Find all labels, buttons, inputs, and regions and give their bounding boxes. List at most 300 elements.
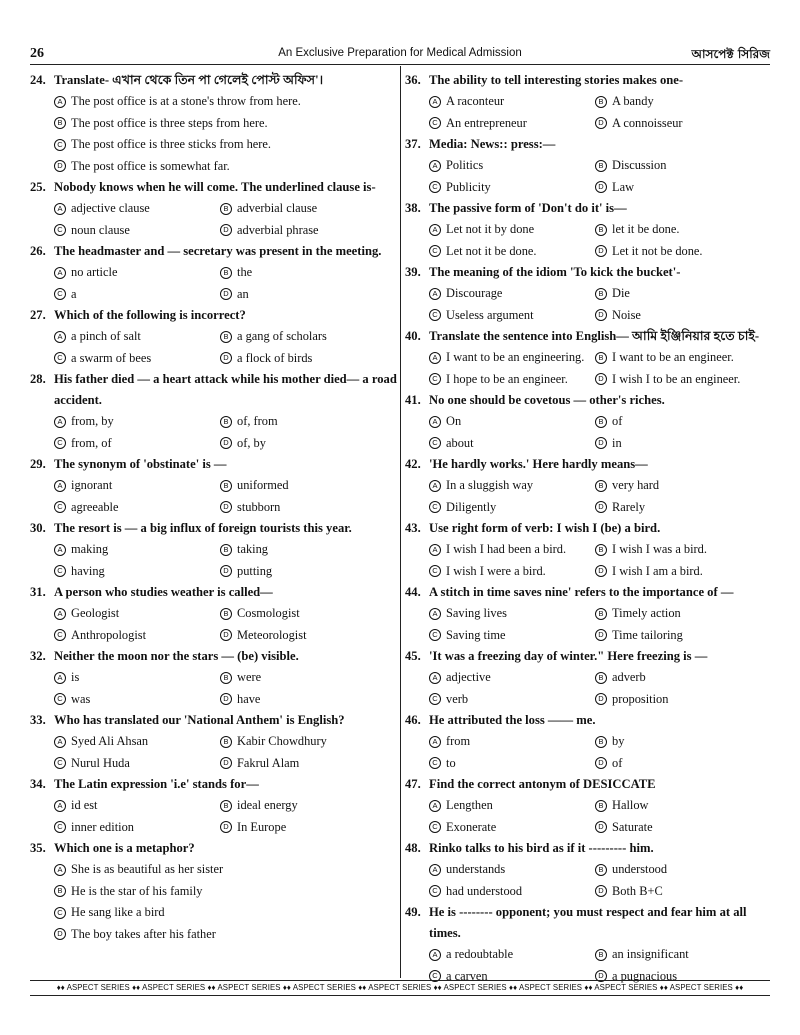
left-column bbox=[30, 70, 400, 945]
option-text: I wish I were a bird. bbox=[446, 563, 546, 578]
question-stem bbox=[30, 305, 400, 326]
question-stem bbox=[30, 369, 400, 411]
option-text: Rarely bbox=[612, 499, 646, 514]
option-text: He sang like a bird bbox=[71, 905, 165, 919]
option-text: She is as beautiful as her sister bbox=[71, 862, 224, 876]
option-marker: C bbox=[54, 757, 66, 769]
question-number: 37. bbox=[405, 137, 421, 151]
answer-option bbox=[595, 859, 775, 881]
question-stem bbox=[30, 646, 400, 667]
option-text: is bbox=[71, 670, 80, 684]
option-marker: A bbox=[429, 224, 441, 236]
option-text: Let not it by done bbox=[446, 222, 535, 236]
option-marker: A bbox=[429, 800, 441, 812]
options-list bbox=[429, 219, 775, 262]
option-text: I wish I am a bird. bbox=[612, 563, 703, 578]
option-text: by bbox=[612, 734, 625, 748]
option-marker: B bbox=[595, 736, 607, 748]
options-list bbox=[429, 859, 775, 902]
option-text: Useless argument bbox=[446, 307, 534, 322]
options-list bbox=[54, 198, 400, 241]
answer-option bbox=[595, 475, 775, 497]
option-text: id est bbox=[71, 798, 98, 812]
option-text: a pugnacious bbox=[612, 968, 678, 983]
question-text: Nobody knows when he will come. The underlined clause is- bbox=[54, 180, 376, 194]
option-marker: B bbox=[220, 267, 232, 279]
options-list bbox=[429, 91, 775, 134]
option-text: Syed Ali Ahsan bbox=[71, 734, 149, 748]
answer-option bbox=[429, 411, 595, 433]
option-text: I wish I was a bird. bbox=[612, 542, 707, 556]
option-marker: D bbox=[595, 821, 607, 833]
option-text: Fakrul Alam bbox=[237, 755, 300, 770]
option-marker: C bbox=[54, 501, 66, 513]
question-text: He is -------- opponent; you must respect and fear him at all times. bbox=[429, 905, 747, 940]
option-text: was bbox=[71, 691, 91, 706]
answer-option bbox=[595, 177, 775, 199]
option-text: from, of bbox=[71, 435, 112, 450]
answer-option bbox=[595, 817, 775, 839]
option-text: Lengthen bbox=[446, 798, 493, 812]
option-text: Saving time bbox=[446, 627, 506, 642]
question-number: 34. bbox=[30, 777, 46, 791]
answer-option bbox=[220, 795, 400, 817]
option-marker: B bbox=[220, 203, 232, 215]
option-text: understood bbox=[612, 862, 668, 876]
question-number: 32. bbox=[30, 649, 46, 663]
option-marker: B bbox=[595, 416, 607, 428]
answer-option bbox=[54, 753, 220, 775]
option-text: Law bbox=[612, 179, 635, 194]
question-text: He attributed the loss —— me. bbox=[429, 713, 596, 727]
option-text: Meteorologist bbox=[237, 627, 307, 642]
option-marker: C bbox=[429, 629, 441, 641]
option-text: understands bbox=[446, 862, 506, 876]
answer-option bbox=[220, 262, 400, 284]
question bbox=[30, 454, 400, 518]
option-text: ideal energy bbox=[237, 798, 298, 812]
option-text: Discourage bbox=[446, 286, 503, 300]
question-stem bbox=[30, 582, 400, 603]
question-text: Translate- এখান থেকে তিন পা গেলেই পোস্ট অফিস'। bbox=[54, 73, 324, 87]
option-text: had understood bbox=[446, 883, 523, 898]
question-number: 40. bbox=[405, 329, 421, 343]
option-text: The post office is three steps from here. bbox=[71, 115, 268, 130]
question-text: His father died — a heart attack while his mother died— a road accident. bbox=[54, 372, 397, 407]
question bbox=[405, 582, 775, 646]
option-text: Both B+C bbox=[612, 883, 663, 898]
question-number: 45. bbox=[405, 649, 421, 663]
option-marker: B bbox=[220, 672, 232, 684]
option-text: The boy takes after his father bbox=[71, 926, 216, 941]
option-text: I want to be an engineer. bbox=[612, 350, 734, 364]
question-text: A person who studies weather is called— bbox=[54, 585, 273, 599]
answer-option bbox=[595, 753, 775, 775]
answer-option bbox=[595, 689, 775, 711]
options-list bbox=[54, 539, 400, 582]
option-marker: B bbox=[595, 288, 607, 300]
options-list bbox=[54, 667, 400, 710]
option-marker: A bbox=[54, 672, 66, 684]
option-marker: A bbox=[54, 96, 66, 108]
answer-option bbox=[429, 561, 595, 583]
question-stem bbox=[405, 70, 775, 91]
question-text: The resort is — a big influx of foreign tourists this year. bbox=[54, 521, 352, 535]
option-text: inner edition bbox=[71, 819, 134, 834]
page-header bbox=[30, 46, 770, 65]
option-text: A bandy bbox=[612, 94, 654, 108]
question-number: 29. bbox=[30, 457, 46, 471]
question-number: 28. bbox=[30, 372, 46, 386]
option-marker: B bbox=[595, 224, 607, 236]
option-marker: C bbox=[54, 139, 66, 151]
answer-option bbox=[429, 91, 595, 113]
answer-option bbox=[429, 753, 595, 775]
option-text: let it be done. bbox=[612, 222, 680, 236]
answer-option bbox=[54, 198, 220, 220]
question-number: 31. bbox=[30, 585, 46, 599]
option-marker: A bbox=[54, 800, 66, 812]
question-number: 48. bbox=[405, 841, 421, 855]
header-title: An Exclusive Preparation for Medical Admission bbox=[278, 47, 522, 59]
question bbox=[30, 369, 400, 454]
option-marker: C bbox=[54, 629, 66, 641]
answer-option bbox=[54, 156, 400, 178]
option-marker: B bbox=[220, 480, 232, 492]
option-text: Publicity bbox=[446, 179, 491, 194]
option-text: Discussion bbox=[612, 158, 667, 172]
option-marker: D bbox=[595, 693, 607, 705]
options-list bbox=[429, 667, 775, 710]
question-number: 44. bbox=[405, 585, 421, 599]
option-marker: A bbox=[429, 608, 441, 620]
answer-option bbox=[595, 241, 775, 263]
question-text: 'It was a freezing day of winter." Here freezing is — bbox=[429, 649, 708, 663]
answer-option bbox=[54, 539, 220, 561]
question-text: Translate the sentence into English— আমি ইঞ্জিনিয়ার হতে চাই- bbox=[429, 329, 760, 343]
option-text: The post office is at a stone's throw from here. bbox=[71, 94, 301, 108]
option-text: Nurul Huda bbox=[71, 755, 130, 770]
option-marker: A bbox=[429, 96, 441, 108]
answer-option bbox=[595, 625, 775, 647]
question-number: 43. bbox=[405, 521, 421, 535]
option-text: were bbox=[237, 670, 262, 684]
option-marker: B bbox=[220, 544, 232, 556]
question-number: 35. bbox=[30, 841, 46, 855]
option-text: uniformed bbox=[237, 478, 289, 492]
answer-option bbox=[429, 369, 595, 391]
option-text: Anthropologist bbox=[71, 627, 147, 642]
question bbox=[30, 177, 400, 241]
answer-option bbox=[595, 881, 775, 903]
question-text: 'He hardly works.' Here hardly means— bbox=[429, 457, 648, 471]
option-marker: C bbox=[54, 565, 66, 577]
answer-option bbox=[54, 433, 220, 455]
answer-option bbox=[429, 177, 595, 199]
answer-option bbox=[429, 667, 595, 689]
options-list bbox=[429, 155, 775, 198]
answer-option bbox=[54, 689, 220, 711]
question-number: 33. bbox=[30, 713, 46, 727]
option-text: Exonerate bbox=[446, 819, 497, 834]
question-number: 42. bbox=[405, 457, 421, 471]
option-text: Noise bbox=[612, 307, 641, 322]
answer-option bbox=[54, 284, 220, 306]
question bbox=[30, 518, 400, 582]
answer-option bbox=[429, 625, 595, 647]
answer-option bbox=[595, 369, 775, 391]
option-marker: A bbox=[429, 864, 441, 876]
question bbox=[405, 710, 775, 774]
answer-option bbox=[220, 539, 400, 561]
question bbox=[405, 646, 775, 710]
option-text: adjective bbox=[446, 670, 491, 684]
option-marker: C bbox=[429, 309, 441, 321]
question bbox=[405, 774, 775, 838]
option-marker: A bbox=[429, 416, 441, 428]
question bbox=[405, 838, 775, 902]
answer-option bbox=[54, 348, 220, 370]
option-marker: D bbox=[595, 245, 607, 257]
option-marker: D bbox=[220, 352, 232, 364]
question-text: The ability to tell interesting stories makes one- bbox=[429, 73, 684, 87]
option-text: of, from bbox=[237, 414, 278, 428]
question-number: 36. bbox=[405, 73, 421, 87]
question-number: 41. bbox=[405, 393, 421, 407]
option-text: Politics bbox=[446, 158, 484, 172]
answer-option bbox=[54, 561, 220, 583]
answer-option bbox=[429, 497, 595, 519]
question-number: 24. bbox=[30, 73, 46, 87]
option-marker: C bbox=[54, 821, 66, 833]
option-marker: A bbox=[54, 267, 66, 279]
option-text: an insignificant bbox=[612, 947, 689, 961]
option-marker: B bbox=[595, 672, 607, 684]
question-stem bbox=[405, 262, 775, 283]
answer-option bbox=[220, 198, 400, 220]
answer-option bbox=[54, 134, 400, 156]
answer-option bbox=[220, 348, 400, 370]
option-marker: C bbox=[429, 885, 441, 897]
answer-option bbox=[595, 283, 775, 305]
option-text: I wish I to be an engineer. bbox=[612, 371, 741, 386]
answer-option bbox=[429, 881, 595, 903]
option-text: Kabir Chowdhury bbox=[237, 734, 327, 748]
option-marker: B bbox=[595, 864, 607, 876]
options-list bbox=[429, 411, 775, 454]
option-text: A raconteur bbox=[446, 94, 505, 108]
question-number: 38. bbox=[405, 201, 421, 215]
answer-option bbox=[54, 497, 220, 519]
question-number: 39. bbox=[405, 265, 421, 279]
answer-option bbox=[595, 497, 775, 519]
option-marker: D bbox=[595, 309, 607, 321]
answer-option bbox=[595, 667, 775, 689]
answer-option bbox=[220, 497, 400, 519]
option-marker: B bbox=[595, 544, 607, 556]
question bbox=[405, 70, 775, 134]
answer-option bbox=[220, 753, 400, 775]
question-stem bbox=[405, 902, 775, 944]
question-number: 47. bbox=[405, 777, 421, 791]
options-list bbox=[429, 539, 775, 582]
option-marker: B bbox=[595, 480, 607, 492]
answer-option bbox=[595, 91, 775, 113]
options-list bbox=[429, 475, 775, 518]
question-stem bbox=[30, 710, 400, 731]
option-marker: A bbox=[54, 864, 66, 876]
answer-option bbox=[220, 731, 400, 753]
answer-option bbox=[220, 561, 400, 583]
question-stem bbox=[405, 326, 775, 347]
question-stem bbox=[30, 774, 400, 795]
option-marker: A bbox=[54, 480, 66, 492]
option-text: Die bbox=[612, 286, 630, 300]
answer-option bbox=[54, 667, 220, 689]
answer-option bbox=[54, 475, 220, 497]
option-text: making bbox=[71, 542, 109, 556]
answer-option bbox=[54, 625, 220, 647]
answer-option bbox=[429, 113, 595, 135]
answer-option bbox=[220, 625, 400, 647]
option-text: very hard bbox=[612, 478, 660, 492]
option-marker: A bbox=[54, 416, 66, 428]
option-marker: D bbox=[595, 181, 607, 193]
question-stem bbox=[405, 134, 775, 155]
options-list bbox=[429, 731, 775, 774]
series-name: আসপেক্ট সিরিজ bbox=[691, 47, 770, 61]
option-marker: D bbox=[220, 224, 232, 236]
answer-option bbox=[429, 795, 595, 817]
option-text: a flock of birds bbox=[237, 350, 313, 365]
question-stem bbox=[405, 518, 775, 539]
option-text: In a sluggish way bbox=[446, 478, 534, 492]
option-text: adverb bbox=[612, 670, 646, 684]
answer-option bbox=[220, 284, 400, 306]
option-marker: B bbox=[220, 331, 232, 343]
question-stem bbox=[30, 838, 400, 859]
option-marker: D bbox=[595, 885, 607, 897]
option-marker: D bbox=[220, 629, 232, 641]
question-stem bbox=[405, 838, 775, 859]
option-marker: C bbox=[429, 757, 441, 769]
options-list bbox=[54, 262, 400, 305]
option-marker: C bbox=[429, 501, 441, 513]
options-list bbox=[429, 347, 775, 390]
answer-option bbox=[429, 305, 595, 327]
option-marker: A bbox=[54, 736, 66, 748]
question-text: A stitch in time saves nine' refers to the importance of — bbox=[429, 585, 734, 599]
option-marker: D bbox=[595, 970, 607, 982]
option-marker: A bbox=[429, 288, 441, 300]
question bbox=[30, 646, 400, 710]
question-stem bbox=[405, 198, 775, 219]
answer-option bbox=[429, 241, 595, 263]
option-text: Timely action bbox=[612, 606, 681, 620]
answer-option bbox=[429, 859, 595, 881]
option-marker: D bbox=[220, 821, 232, 833]
options-list bbox=[54, 91, 400, 177]
answer-option bbox=[220, 603, 400, 625]
question-text: Find the correct antonym of DESICCATE bbox=[429, 777, 656, 791]
option-marker: B bbox=[595, 160, 607, 172]
option-text: adverbial clause bbox=[237, 201, 318, 215]
option-marker: A bbox=[429, 736, 441, 748]
option-marker: D bbox=[220, 437, 232, 449]
answer-option bbox=[54, 731, 220, 753]
question-stem bbox=[30, 454, 400, 475]
option-marker: C bbox=[429, 693, 441, 705]
question-stem bbox=[30, 518, 400, 539]
option-marker: D bbox=[220, 565, 232, 577]
option-text: I want to be an engineering. bbox=[446, 350, 585, 364]
options-list bbox=[54, 859, 400, 945]
options-list bbox=[429, 283, 775, 326]
question-number: 49. bbox=[405, 905, 421, 919]
option-text: the bbox=[237, 265, 253, 279]
option-text: verb bbox=[446, 691, 469, 706]
answer-option bbox=[429, 475, 595, 497]
option-text: about bbox=[446, 435, 474, 450]
question-stem bbox=[405, 710, 775, 731]
option-text: A connoisseur bbox=[612, 115, 683, 130]
answer-option bbox=[54, 91, 400, 113]
answer-option bbox=[429, 689, 595, 711]
question-text: Which of the following is incorrect? bbox=[54, 308, 246, 322]
answer-option bbox=[429, 433, 595, 455]
answer-option bbox=[220, 433, 400, 455]
option-text: I wish I had been a bird. bbox=[446, 542, 567, 556]
option-marker: D bbox=[595, 373, 607, 385]
answer-option bbox=[595, 731, 775, 753]
option-marker: C bbox=[429, 970, 441, 982]
option-text: noun clause bbox=[71, 222, 130, 237]
option-marker: B bbox=[220, 800, 232, 812]
option-text: I hope to be an engineer. bbox=[446, 371, 568, 386]
option-text: Geologist bbox=[71, 606, 120, 620]
answer-option bbox=[595, 347, 775, 369]
option-marker: D bbox=[220, 288, 232, 300]
options-list bbox=[54, 795, 400, 838]
page-footer: ♦♦ ASPECT SERIES ♦♦ ASPECT SERIES ♦♦ ASPECT SERIES ♦♦ ASPECT SERIES ♦♦ ASPECT SERIES ♦♦ ASPECT SERIES ♦♦ ASPECT SERIES ♦♦ ASPECT SERIES ♦♦ ASPECT SERIES ♦♦ bbox=[30, 980, 770, 996]
question-text: Who has translated our 'National Anthem' is English? bbox=[54, 713, 345, 727]
option-text: He is the star of his family bbox=[71, 883, 203, 898]
options-list bbox=[54, 411, 400, 454]
option-text: Saving lives bbox=[446, 606, 507, 620]
option-text: putting bbox=[237, 563, 273, 578]
option-text: a gang of scholars bbox=[237, 329, 327, 343]
option-text: a redoubtable bbox=[446, 947, 514, 961]
answer-option bbox=[429, 283, 595, 305]
question-stem bbox=[30, 241, 400, 262]
options-list bbox=[54, 731, 400, 774]
option-marker: D bbox=[595, 437, 607, 449]
option-text: Hallow bbox=[612, 798, 649, 812]
option-text: Cosmologist bbox=[237, 606, 300, 620]
option-marker: B bbox=[220, 608, 232, 620]
question-text: The Latin expression 'i.e' stands for— bbox=[54, 777, 259, 791]
answer-option bbox=[595, 539, 775, 561]
question bbox=[30, 582, 400, 646]
question-text: Use right form of verb: I wish I (be) a bird. bbox=[429, 521, 661, 535]
option-marker: A bbox=[429, 480, 441, 492]
question bbox=[30, 70, 400, 177]
option-marker: B bbox=[220, 416, 232, 428]
question bbox=[30, 710, 400, 774]
answer-option bbox=[595, 219, 775, 241]
question bbox=[405, 134, 775, 198]
answer-option bbox=[54, 795, 220, 817]
